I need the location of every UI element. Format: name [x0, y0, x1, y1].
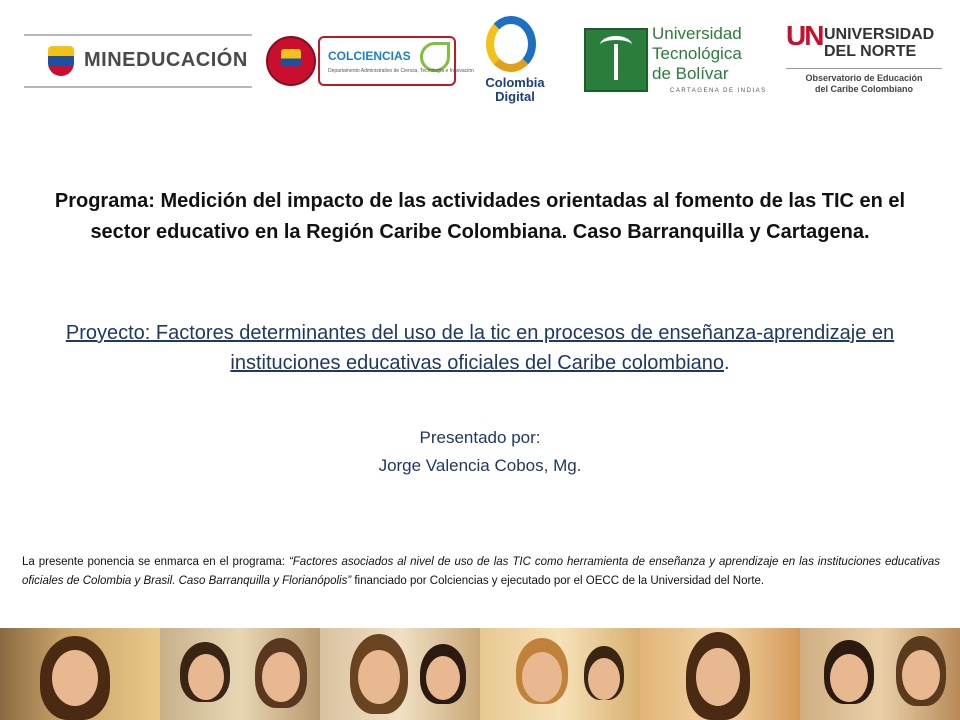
photo-students-2 [320, 628, 480, 720]
photo-students-3 [480, 628, 640, 720]
republic-seal-icon [266, 36, 316, 86]
project-period: . [724, 352, 730, 374]
program-title: Programa: Medición del impacto de las actividades orientadas al fomento de las TIC en el sector educativo en la Región Caribe Colombiana. Caso Barranquilla y Cartagena. [54, 190, 906, 243]
uninorte-line1: UNIVERSIDAD [824, 26, 935, 43]
observatorio-text [786, 73, 942, 95]
photo-students-1 [160, 628, 320, 720]
observatorio-line2: del Caribe Colombiano [814, 84, 913, 94]
presenter-block [30, 424, 930, 480]
mineducacion-text: MINEDUCACIÓN [84, 49, 248, 71]
utb-line2: Tecnológica [652, 44, 742, 63]
un-mark-icon: UN [786, 20, 823, 51]
uninorte-line2: DEL NORTE [824, 43, 917, 60]
utb-logo [584, 22, 767, 98]
colciencias-subtitle: Departamento Administrativo de Ciencia, Tecnología e Innovación [328, 68, 474, 74]
colombia-digital-text [480, 76, 550, 104]
colombia-digital-logo [480, 16, 550, 112]
students-photo-strip [0, 628, 960, 720]
ring-icon [486, 16, 536, 72]
utb-line3: de Bolívar [652, 64, 729, 83]
colombia-digital-line1: Colombia [485, 75, 545, 90]
coat-of-arms-icon [48, 46, 74, 76]
project-text: Proyecto: Factores determinantes del uso de la tic en procesos de enseñanza-aprendizaje en instituciones educativas oficiales del Caribe colombiano [65, 322, 895, 374]
note-prefix: La presente ponencia se enmarca en el programa: [22, 556, 289, 568]
divider [786, 68, 942, 69]
photo-students-4 [640, 628, 800, 720]
footnote [22, 553, 940, 591]
colciencias-box [318, 36, 474, 86]
observatorio-line1: Observatorio de Educación [805, 73, 923, 83]
photo-students-5 [800, 628, 960, 720]
note-program-title: “Factores asociados al nivel de uso de las TIC como herramienta de enseñanza y aprendizaje en las instituciones educativas oficiales de Colombia y Brasil. Caso Barranquilla y Florianópolis” [22, 556, 940, 587]
utb-name [652, 24, 742, 84]
colciencias-logo [266, 36, 474, 86]
utb-line1: Universidad [652, 24, 742, 43]
colombia-digital-line2: Digital [495, 89, 535, 104]
palm-tree-icon [584, 28, 648, 92]
presenter-name: Jorge Valencia Cobos, Mg. [378, 456, 582, 475]
mineducacion-logo [24, 34, 252, 88]
uninorte-logo [786, 20, 942, 100]
colciencias-text: COLCIENCIAS [328, 49, 411, 63]
project-title [30, 318, 930, 378]
photo-classroom [0, 628, 160, 720]
utb-city: CARTAGENA DE INDIAS [670, 88, 767, 94]
note-suffix: financiado por Colciencias y ejecutado por el OECC de la Universidad del Norte. [351, 575, 765, 587]
presented-label: Presentado por: [419, 428, 541, 447]
